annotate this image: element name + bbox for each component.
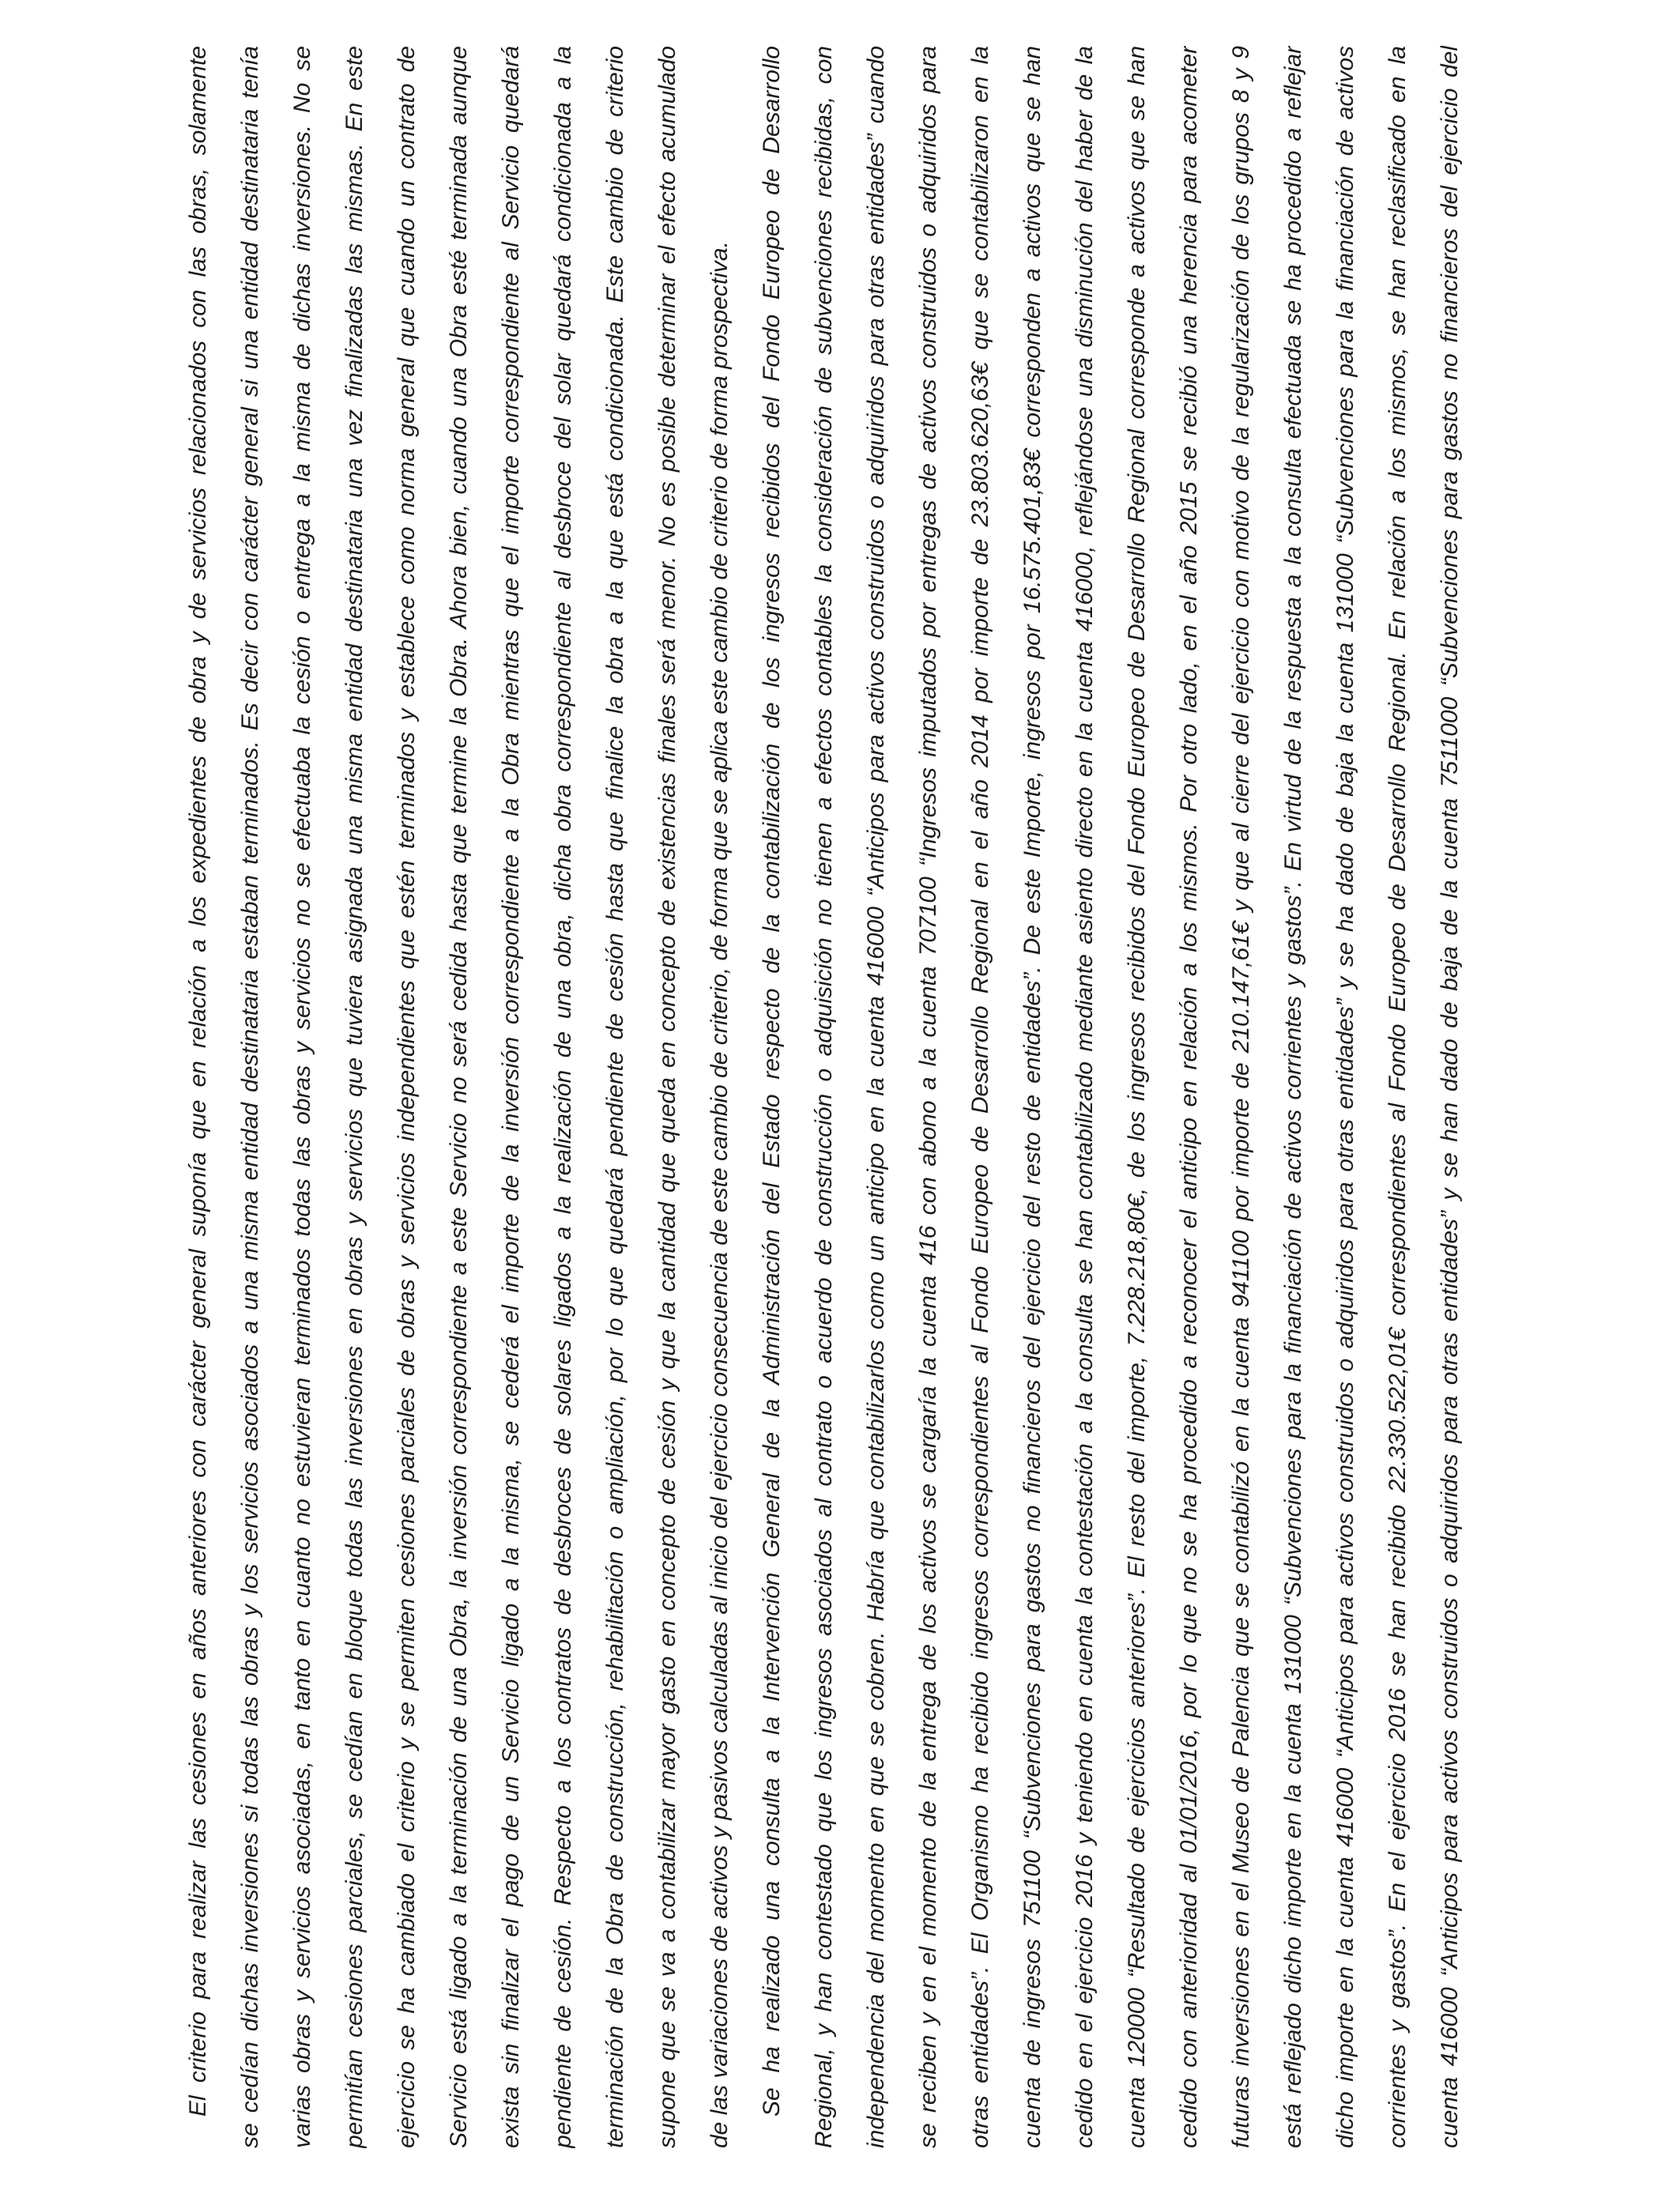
- text-line: independencia del momento en que se cobren. Habría que contabilizarlos como un anticipo en la cuenta 416000 “Anticipos para activos construidos o adquiridos para otras entidades” cuando: [863, 46, 889, 2148]
- text-line: corrientes y gastos”. En el ejercicio 2016 se han recibido 22.330.522,01€ correspondientes al Fondo Europeo de Desarrollo Regional. En relación a los mismos, se han reclasificado en la: [1384, 46, 1411, 2148]
- text-line: otras entidades”. El Organismo ha recibido ingresos correspondientes al Fondo Europeo de Desarrollo Regional en el año 2014 por importe de 23.803.620,63€ que se contabilizaron en la: [967, 46, 993, 2148]
- text-line: cedido con anterioridad al 01/01/2016, por lo que no se ha procedido a reconocer el anticipo en relación a los mismos. Por otro lado, en el año 2015 se recibió una herencia para acometer: [1176, 46, 1202, 2148]
- text-line: se reciben y en el momento de la entrega de los activos se cargaría la cuenta 416 con abono a la cuenta 707100 “Ingresos imputados por entregas de activos construidos o adquiridos para: [915, 46, 941, 2148]
- document-body: [172, 46, 1476, 2148]
- text-line: pendiente de cesión. Respecto a los contratos de desbroces de solares ligados a la realización de una obra, dicha obra correspondiente al desbroce del solar quedará condicionada a la: [550, 46, 576, 2148]
- text-line: supone que se va a contabilizar mayor gasto en concepto de cesión y que la cantidad que queda en concepto de existencias finales será menor. No es posible determinar el efecto acumulado: [654, 46, 680, 2148]
- text-line: dicho importe en la cuenta 416000 “Anticipos para activos construidos o adquiridos para otras entidades” y se ha dado de baja la cuenta 131000 “Subvenciones para la financiación de activos: [1332, 46, 1358, 2148]
- text-line: varias obras y servicios asociadas, en tanto en cuanto no estuvieran terminados todas las obras y servicios no se efectuaba la cesión o entrega a la misma de dichas inversiones. No se: [289, 46, 315, 2148]
- text-line: futuras inversiones en el Museo de Palencia que se contabilizó en la cuenta 941100 por importe de 210.147,61€ y que al cierre del ejercicio con motivo de la regularización de los grupos 8 y 9: [1228, 46, 1254, 2148]
- text-line: Se ha realizado una consulta a la Intervención General de la Administración del Estado respecto de la contabilización de los ingresos recibidos del Fondo Europeo de Desarrollo: [759, 46, 785, 2117]
- text-line: cuenta 120000 “Resultado de ejercicios anteriores”. El resto del importe, 7.228.218,80€, de los ingresos recibidos del Fondo Europeo de Desarrollo Regional corresponde a activos que se han: [1124, 46, 1150, 2148]
- paragraph-cesiones: [172, 46, 746, 2148]
- text-line: está reflejado dicho importe en la cuenta 131000 “Subvenciones para la financiación de activos corrientes y gastos”. En virtud de la respuesta a la consulta efectuada se ha procedido a reflejar: [1280, 46, 1306, 2148]
- text-line: El criterio para realizar las cesiones en años anteriores con carácter general suponía que en relación a los expedientes de obra y de servicios relacionados con las obras, solamente: [185, 46, 211, 2117]
- text-line: permitían cesiones parciales, se cedían en bloque todas las inversiones en obras y servicios que tuviera asignada una misma entidad destinataria una vez finalizadas las mismas. En este: [341, 46, 367, 2148]
- text-line: ejercicio se ha cambiado el criterio y se permiten cesiones parciales de obras y servicios independientes que estén terminados y establece como norma general que cuando un contrato de: [394, 46, 420, 2148]
- text-line: de las variaciones de activos y pasivos calculadas al inicio del ejercicio consecuencia de este cambio de criterio, de forma que se aplica este cambio de criterio de forma prospectiva.: [706, 241, 733, 2148]
- paragraph-consulta-igae: [746, 46, 1476, 2148]
- text-line: cuenta de ingresos 751100 “Subvenciones para gastos no financieros del ejercicio del resto de entidades”. De este Importe, ingresos por 16.575.401,83€ corresponden a activos que se han: [1019, 46, 1045, 2148]
- text-line: cuenta 416000 “Anticipos para activos construidos o adquiridos para otras entidades” y se han dado de baja de la cuenta 7511000 “Subvenciones para gastos no financieros del ejercicio del: [1437, 46, 1463, 2148]
- text-line: se cedían dichas inversiones si todas las obras y los servicios asociados a una misma entidad destinataria estaban terminados. Es decir con carácter general si una entidad destinataria tenía: [237, 46, 263, 2148]
- text-line: Regional, y han contestado que los ingresos asociados al contrato o acuerdo de construcción o adquisición no tienen a efectos contables la consideración de subvenciones recibidas, con: [811, 46, 837, 2148]
- rotated-text-block: [172, 46, 1508, 2148]
- text-line: terminación de la Obra de construcción, rehabilitación o ampliación, por lo que quedará pendiente de cesión hasta que finalice la obra a la que está condicionada. Este cambio de criterio: [602, 46, 628, 2148]
- text-line: exista sin finalizar el pago de un Servicio ligado a la misma, se cederá el importe de la inversión correspondiente a la Obra mientras que el importe correspondiente al Servicio quedará: [498, 46, 524, 2148]
- text-line: cedido en el ejercicio 2016 y teniendo en cuenta la contestación a la consulta se han contabilizado mediante asiento directo en la cuenta 416000, reflejándose una disminución del haber de la: [1072, 46, 1098, 2148]
- text-line: Servicio está ligado a la terminación de una Obra, la inversión correspondiente a este Servicio no será cedida hasta que termine la Obra. Ahora bien, cuando una Obra esté terminada aunque: [446, 46, 472, 2148]
